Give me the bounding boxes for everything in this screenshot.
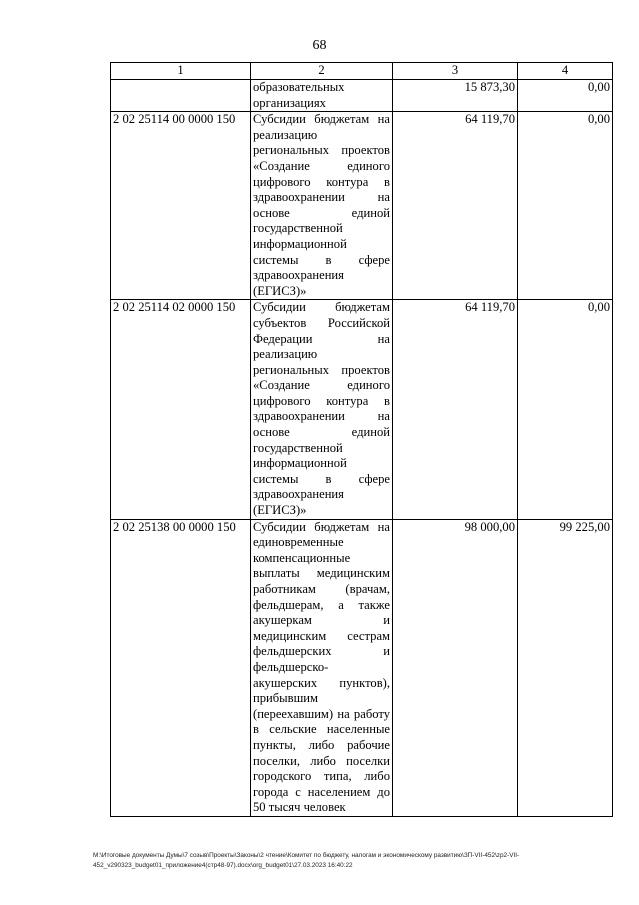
description-line: фельдшерско- <box>253 659 329 674</box>
description-line: (переехавшим) на работу <box>253 706 390 721</box>
description-line: (ЕГИСЗ)» <box>253 283 307 298</box>
description-line: пункты, либо рабочие <box>253 737 390 752</box>
description-line: государственной <box>253 440 343 455</box>
budget-code-cell: 2 02 25138 00 0000 150 <box>111 519 251 816</box>
description-line: цифрового контура в <box>253 393 390 408</box>
description-cell <box>251 80 393 112</box>
table-row <box>111 519 613 816</box>
table-row <box>111 80 613 112</box>
description-line: здравоохранения <box>253 268 344 283</box>
table-body <box>111 80 613 817</box>
description-line: организациях <box>253 95 326 110</box>
table-row <box>111 300 613 519</box>
budget-code-cell <box>111 80 251 112</box>
description-line: региональных проектов <box>253 143 390 158</box>
amount-col4-cell: 0,00 <box>518 112 613 300</box>
amount-col3-cell: 98 000,00 <box>393 519 518 816</box>
column-number-2: 2 <box>251 63 393 80</box>
description-line: 50 тысяч человек <box>253 800 346 815</box>
amount-col4-cell: 0,00 <box>518 80 613 112</box>
amount-col4-cell: 99 225,00 <box>518 519 613 816</box>
budget-code-cell: 2 02 25114 00 0000 150 <box>111 112 251 300</box>
file-path-footer <box>93 851 613 871</box>
description-line: здравоохранении на <box>253 190 390 205</box>
description-line: медицинским сестрам <box>253 628 390 643</box>
description-line: государственной <box>253 221 343 236</box>
amount-col3-cell: 64 119,70 <box>393 300 518 519</box>
description-line: реализацию <box>253 127 318 142</box>
description-line: Федерации на <box>253 331 390 346</box>
table-row <box>111 112 613 300</box>
page-number: 68 <box>312 38 327 53</box>
column-number-1: 1 <box>111 63 251 80</box>
description-line: Субсидии бюджетам на <box>253 519 390 534</box>
description-line: Субсидии бюджетам на <box>253 112 390 127</box>
budget-table <box>110 62 613 817</box>
description-line: здравоохранении на <box>253 409 390 424</box>
footer-line-2: 452_v290323_budget01_приложение4(стр48-97).docx\org_budget01\27.03.2023 16:40:22 <box>93 862 353 869</box>
description-line: в сельские населенные <box>253 722 390 737</box>
amount-col3-cell: 64 119,70 <box>393 112 518 300</box>
description-line: «Создание единого <box>253 378 390 393</box>
description-line: субъектов Российской <box>253 315 390 330</box>
description-line: «Создание единого <box>253 158 390 173</box>
description-line: здравоохранения <box>253 487 344 502</box>
table-header <box>111 63 613 80</box>
description-line: образовательных <box>253 80 345 94</box>
description-line: поселки, либо поселки <box>253 753 390 768</box>
description-line: основе единой <box>253 205 390 220</box>
description-line: Субсидии бюджетам <box>253 300 390 315</box>
description-line: региональных проектов <box>253 362 390 377</box>
description-line: фельдшерских и <box>253 644 390 659</box>
description-line: акушеркам и <box>253 613 390 628</box>
description-line: единовременные <box>253 535 344 550</box>
description-line: прибывшим <box>253 691 318 706</box>
description-line: системы в сфере <box>253 252 390 267</box>
description-line: города с населением до <box>253 784 390 799</box>
description-line: информационной <box>253 236 347 251</box>
footer-line-1: M:\Итоговые документы Думы\7 созыв\Проекты\Законы\2 чтение\Комитет по бюджету, налогам и экономическому развитию\ЗП-VII-452\zp2-VII- <box>93 852 520 859</box>
description-line: городского типа, либо <box>253 769 390 784</box>
amount-col3-cell: 15 873,30 <box>393 80 518 112</box>
description-line: работникам (врачам, <box>253 582 390 596</box>
description-line: компенсационные <box>253 550 351 565</box>
description-line: фельдшерам, а также <box>253 597 390 612</box>
header-row <box>111 63 613 80</box>
amount-col4-cell: 0,00 <box>518 300 613 519</box>
description-line: реализацию <box>253 347 318 362</box>
budget-code-cell: 2 02 25114 02 0000 150 <box>111 300 251 519</box>
description-cell <box>251 300 393 519</box>
description-line: информационной <box>253 456 347 471</box>
description-cell <box>251 112 393 300</box>
column-number-4: 4 <box>518 63 613 80</box>
description-cell <box>251 519 393 816</box>
description-line: (ЕГИСЗ)» <box>253 503 307 518</box>
description-line: цифрового контура в <box>253 174 390 189</box>
description-line: системы в сфере <box>253 471 390 486</box>
description-line: акушерских пунктов), <box>253 675 390 690</box>
description-line: выплаты медицинским <box>253 566 390 581</box>
column-number-3: 3 <box>393 63 518 80</box>
description-line: основе единой <box>253 425 390 440</box>
